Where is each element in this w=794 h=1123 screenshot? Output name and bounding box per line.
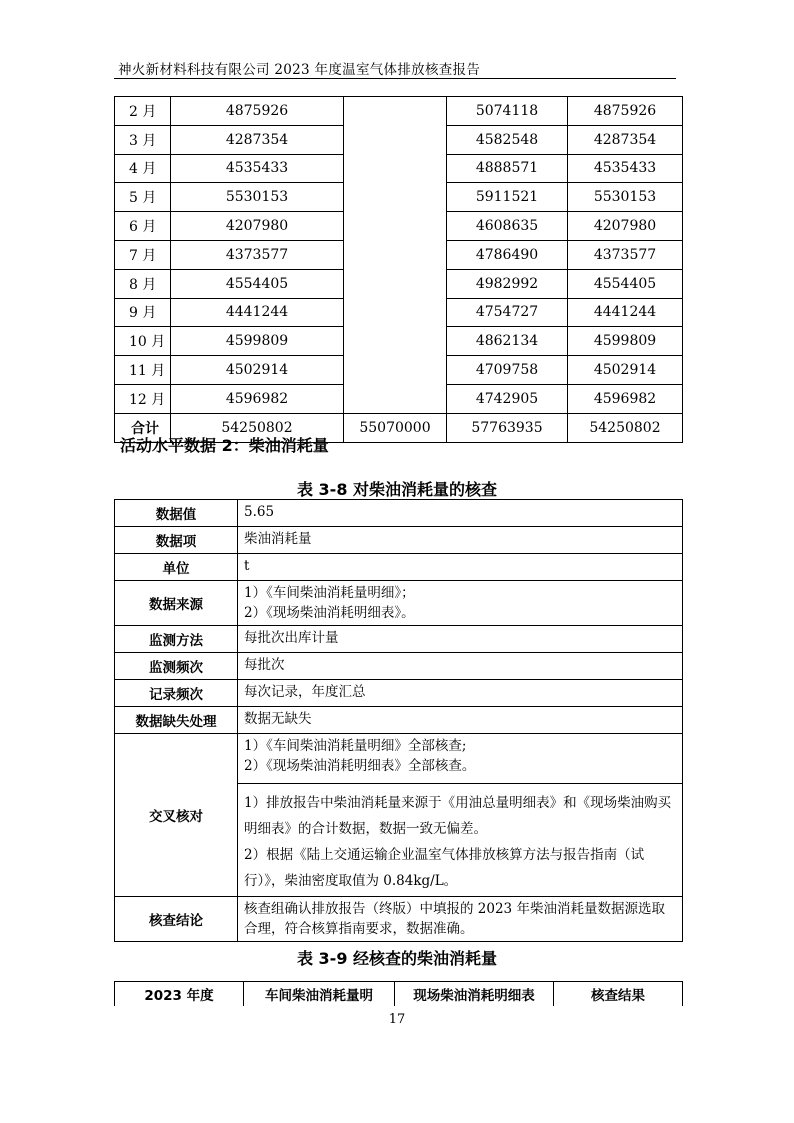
page-header: 神火新材料科技有限公司 2023 年度温室气体排放核查报告 bbox=[118, 62, 481, 78]
source-label: 数据来源 bbox=[115, 581, 238, 626]
data-item: 柴油消耗量 bbox=[238, 527, 683, 554]
value-cell: 4709758 bbox=[447, 356, 568, 385]
cross-check-b bbox=[238, 784, 683, 897]
header-rule bbox=[114, 78, 676, 79]
month-cell: 5 月 bbox=[115, 183, 171, 212]
cross-check-a bbox=[238, 734, 683, 784]
cross-b-par-2: 2）根据《陆上交通运输企业温室气体排放核算方法与报告指南（试行）》，柴油密度取值为 0.84kg/L。 bbox=[244, 847, 645, 889]
result-header-year: 2023 年度 bbox=[115, 982, 244, 1007]
value-cell: 5911521 bbox=[447, 183, 568, 212]
monthly-consumption-table bbox=[114, 96, 683, 443]
frequency-label: 监测频次 bbox=[115, 653, 238, 680]
value-cell: 4786490 bbox=[447, 240, 568, 269]
month-cell: 9 月 bbox=[115, 298, 171, 327]
value-cell: 4888571 bbox=[447, 154, 568, 183]
conclusion-label: 核查结论 bbox=[115, 897, 238, 942]
value-cell: 4599809 bbox=[171, 327, 344, 356]
value-cell: 4502914 bbox=[568, 356, 683, 385]
total-value: 54250802 bbox=[568, 413, 683, 442]
value-cell: 4596982 bbox=[568, 384, 683, 413]
value-cell: 4535433 bbox=[171, 154, 344, 183]
source-line-1: 1）《车间柴油消耗量明细》； bbox=[244, 585, 415, 601]
month-cell: 6 月 bbox=[115, 212, 171, 241]
value-cell: 4554405 bbox=[171, 269, 344, 298]
section-heading: 活动水平数据 2：柴油消耗量 bbox=[120, 436, 329, 455]
result-header-result: 核查结果 bbox=[554, 982, 683, 1007]
value-cell: 4207980 bbox=[171, 212, 344, 241]
value-cell: 4287354 bbox=[568, 125, 683, 154]
total-value: 54250802 bbox=[171, 413, 344, 442]
value-cell: 4862134 bbox=[447, 327, 568, 356]
month-cell: 2 月 bbox=[115, 97, 171, 126]
cross-check-label: 交叉核对 bbox=[115, 734, 238, 897]
data-value-label: 数据值 bbox=[115, 500, 238, 527]
data-item-label: 数据项 bbox=[115, 527, 238, 554]
value-cell: 5530153 bbox=[568, 183, 683, 212]
cross-b-par-1: 1）排放报告中柴油消耗量来源于《用油总量明细表》和《现场柴油购买明细表》的合计数据，数据一致无偏差。 bbox=[244, 795, 672, 837]
frequency: 每批次 bbox=[238, 653, 683, 680]
unit: t bbox=[238, 554, 683, 581]
table-row bbox=[115, 97, 683, 126]
value-cell: 4535433 bbox=[568, 154, 683, 183]
month-cell: 12 月 bbox=[115, 384, 171, 413]
value-cell: 4742905 bbox=[447, 384, 568, 413]
value-cell: 4608635 bbox=[447, 212, 568, 241]
record: 每次记录，年度汇总 bbox=[238, 680, 683, 707]
data-value: 5.65 bbox=[238, 500, 683, 527]
total-value: 57763935 bbox=[447, 413, 568, 442]
month-cell: 4 月 bbox=[115, 154, 171, 183]
source-line-2: 2）《现场柴油消耗明细表》。 bbox=[244, 605, 415, 621]
cross-a-line-2: 2）《现场柴油消耗明细表》全部核查。 bbox=[244, 758, 476, 774]
cross-a-line-1: 1）《车间柴油消耗量明细》全部核查; bbox=[244, 738, 467, 754]
value-cell: 4596982 bbox=[171, 384, 344, 413]
table-3-8-caption: 表 3-8 对柴油消耗量的核查 bbox=[296, 480, 498, 499]
value-cell: 4373577 bbox=[171, 240, 344, 269]
record-label: 记录频次 bbox=[115, 680, 238, 707]
diesel-check-table bbox=[114, 499, 683, 942]
missing: 数据无缺失 bbox=[238, 707, 683, 734]
method-label: 监测方法 bbox=[115, 626, 238, 653]
value-cell: 4373577 bbox=[568, 240, 683, 269]
value-cell: 4982992 bbox=[447, 269, 568, 298]
value-cell: 4875926 bbox=[568, 97, 683, 126]
value-cell: 4599809 bbox=[568, 327, 683, 356]
total-label: 合计 bbox=[115, 413, 171, 442]
month-cell: 3 月 bbox=[115, 125, 171, 154]
page-number: 17 bbox=[388, 1012, 406, 1027]
result-header-site: 现场柴油消耗明细表 bbox=[395, 982, 554, 1007]
value-cell: 4582548 bbox=[447, 125, 568, 154]
value-cell: 5530153 bbox=[171, 183, 344, 212]
value-cell: 4502914 bbox=[171, 356, 344, 385]
merged-blank-cell bbox=[344, 97, 447, 414]
month-cell: 8 月 bbox=[115, 269, 171, 298]
value-cell: 4287354 bbox=[171, 125, 344, 154]
method: 每批次出库计量 bbox=[238, 626, 683, 653]
value-cell: 4754727 bbox=[447, 298, 568, 327]
source-cell bbox=[238, 581, 683, 626]
total-value: 55070000 bbox=[344, 413, 447, 442]
unit-label: 单位 bbox=[115, 554, 238, 581]
value-cell: 4441244 bbox=[171, 298, 344, 327]
conclusion: 核查组确认排放报告（终版）中填报的 2023 年柴油消耗量数据源选取合理，符合核算指南要求，数据准确。 bbox=[238, 897, 683, 942]
missing-label: 数据缺失处理 bbox=[115, 707, 238, 734]
value-cell: 4207980 bbox=[568, 212, 683, 241]
month-cell: 7 月 bbox=[115, 240, 171, 269]
result-header-workshop: 车间柴油消耗量明 bbox=[244, 982, 395, 1007]
table-3-9-caption: 表 3-9 经核查的柴油消耗量 bbox=[296, 949, 498, 968]
verified-diesel-table bbox=[114, 981, 683, 1006]
value-cell: 4875926 bbox=[171, 97, 344, 126]
value-cell: 5074118 bbox=[447, 97, 568, 126]
month-cell: 10 月 bbox=[115, 327, 171, 356]
month-cell: 11 月 bbox=[115, 356, 171, 385]
value-cell: 4441244 bbox=[568, 298, 683, 327]
value-cell: 4554405 bbox=[568, 269, 683, 298]
